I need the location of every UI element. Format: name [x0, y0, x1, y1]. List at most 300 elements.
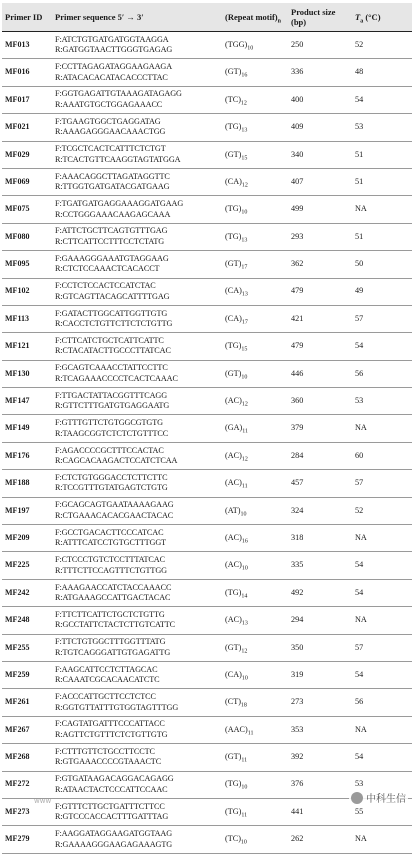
product-size-cell: 379 [288, 415, 352, 442]
reverse-primer: R:TCACTGTTCAAGGTAGTATGGA [55, 154, 181, 164]
annealing-temp-cell: NA [352, 716, 412, 743]
product-size-cell: 293 [288, 223, 352, 250]
primer-id-cell: MF113 [2, 305, 52, 332]
repeat-motif-cell [222, 771, 288, 798]
repeat-motif-cell [222, 278, 288, 305]
reverse-primer: R:CTTCATTCCTTTCCTCTATG [55, 236, 165, 246]
table-row [2, 388, 412, 415]
repeat-count: 10 [241, 209, 248, 216]
forward-primer: F:AAACAGGCTTAGATAGGTTC [55, 171, 170, 181]
primer-id-cell: MF242 [2, 579, 52, 606]
primer-sequence-cell [52, 442, 222, 469]
product-size-cell: 324 [288, 497, 352, 524]
forward-primer: F:TTCTGTGGCTTTGGTTTATG [55, 637, 166, 647]
forward-primer: F:CAGTATGATTTCCCATTACC [55, 719, 165, 729]
product-size-cell: 262 [288, 826, 352, 853]
primer-id-cell: MF255 [2, 634, 52, 661]
primer-id-cell: MF279 [2, 826, 52, 853]
annealing-temp-cell: NA [352, 525, 412, 552]
primer-id-cell: MF029 [2, 141, 52, 168]
primer-id-cell: MF080 [2, 223, 52, 250]
header-ta-label: T [355, 12, 361, 22]
reverse-primer: R:TTTCTTCCAGTTTCTGTTGG [55, 565, 167, 575]
primer-id-cell: MF261 [2, 689, 52, 716]
header-product-size [288, 3, 352, 32]
table-body [2, 32, 412, 854]
product-size-cell: 250 [288, 32, 352, 59]
primer-sequence-cell [52, 251, 222, 278]
annealing-temp-cell: 53 [352, 114, 412, 141]
primer-id-cell: MF095 [2, 251, 52, 278]
repeat-count: 12 [241, 648, 248, 655]
repeat-motif: (AC) [225, 532, 242, 542]
reverse-primer: R:CACCTCTGTTCTTCTCTGTTG [55, 319, 173, 329]
table-row [2, 607, 412, 634]
forward-primer: F:ACCCATTGCTTCCTCTCC [55, 692, 156, 702]
annealing-temp-cell: NA [352, 826, 412, 853]
repeat-motif-cell [222, 661, 288, 688]
header-ta-unit: (°C) [365, 12, 381, 22]
repeat-count: 13 [241, 620, 248, 627]
primer-id-cell: MF102 [2, 278, 52, 305]
repeat-motif-cell [222, 415, 288, 442]
primer-id-cell: MF197 [2, 497, 52, 524]
product-size-cell: 335 [288, 552, 352, 579]
reverse-primer: R:TAAGCGGTCTCTCTGTTTCC [55, 428, 169, 438]
primer-table [2, 3, 412, 854]
repeat-count: 12 [241, 182, 248, 189]
primer-id-cell: MF021 [2, 114, 52, 141]
table-row [2, 716, 412, 743]
primer-sequence-cell [52, 771, 222, 798]
primer-sequence-cell [52, 744, 222, 771]
annealing-temp-cell: 52 [352, 32, 412, 59]
annealing-temp-cell: 48 [352, 59, 412, 86]
annealing-temp-cell: 56 [352, 689, 412, 716]
reverse-primer: R:CAGCACAAGACTCCATCTCAA [55, 456, 178, 466]
reverse-primer: R:GAAAAGGGAAGAGAAAGTG [55, 839, 173, 849]
repeat-count: 11 [241, 812, 248, 819]
table-row [2, 442, 412, 469]
primer-id-cell: MF225 [2, 552, 52, 579]
annealing-temp-cell: 56 [352, 360, 412, 387]
repeat-motif: (TC) [225, 94, 241, 104]
forward-primer: F:GGTGAGATTGTAAAGATAGAGG [55, 89, 182, 99]
primer-id-cell: MF147 [2, 388, 52, 415]
repeat-count: 10 [241, 374, 248, 381]
forward-primer: F:TTGACTATTACGGTTTCAGG [55, 390, 168, 400]
forward-primer: F:AAGGATAGGAAGATGGTAAG [55, 829, 173, 839]
annealing-temp-cell: 57 [352, 634, 412, 661]
repeat-motif: (GT) [225, 642, 242, 652]
forward-primer: F:CTCCCTGTCTCCTTTATCAC [55, 555, 165, 565]
reverse-primer: R:ATTTCATCCTGTGCTTTGGT [55, 538, 167, 548]
source-logo: www [34, 797, 52, 805]
primer-id-cell: MF268 [2, 744, 52, 771]
primer-id-cell: MF121 [2, 333, 52, 360]
reverse-primer: R:GGTGTTATTTGTGGTAGTTTGG [55, 702, 179, 712]
annealing-temp-cell: 54 [352, 552, 412, 579]
forward-primer: F:ATCTGTGATGATGGTAAGGA [55, 34, 169, 44]
repeat-motif-cell [222, 798, 288, 825]
primer-sequence-cell [52, 661, 222, 688]
reverse-primer: R:AAAGAGGGAACAAACTGG [55, 127, 166, 137]
primer-id-cell: MF017 [2, 86, 52, 113]
forward-primer: F:CTTTGTTCTGCCTTCCTC [55, 746, 155, 756]
repeat-motif-cell [222, 86, 288, 113]
forward-primer: F:ATTCTGCTTCAGTGTTTGAG [55, 226, 168, 236]
product-size-cell: 376 [288, 771, 352, 798]
product-size-cell: 284 [288, 442, 352, 469]
repeat-motif: (CT) [225, 697, 241, 707]
product-size-cell: 294 [288, 607, 352, 634]
repeat-motif: (TG) [225, 779, 242, 789]
repeat-motif-cell [222, 634, 288, 661]
product-size-cell: 479 [288, 278, 352, 305]
annealing-temp-cell: 54 [352, 333, 412, 360]
primer-sequence-cell [52, 168, 222, 195]
repeat-motif: (GT) [225, 259, 242, 269]
annealing-temp-cell: 54 [352, 661, 412, 688]
forward-primer: F:CCTTAGAGATAGGAAGAAGA [55, 62, 173, 72]
primer-sequence-cell [52, 415, 222, 442]
product-size-cell: 340 [288, 141, 352, 168]
primer-sequence-cell [52, 223, 222, 250]
forward-primer: F:AAGCATTCCTCTTAGCAC [55, 664, 158, 674]
reverse-primer: R:TGTCAGGGATTGTGAGATTG [55, 647, 171, 657]
repeat-count: 10 [247, 45, 254, 52]
repeat-motif: (AC) [225, 478, 242, 488]
primer-id-cell: MF259 [2, 661, 52, 688]
repeat-motif: (TG) [225, 122, 242, 132]
repeat-motif: (TG) [225, 231, 242, 241]
forward-primer: F:TGATGATGAGGAAAGGATGAAG [55, 199, 184, 209]
repeat-motif: (AC) [225, 396, 242, 406]
primer-id-cell: MF248 [2, 607, 52, 634]
header-primer-sequence: Primer sequence 5′ → 3′ [52, 3, 222, 32]
primer-id-cell: MF188 [2, 470, 52, 497]
reverse-primer: R:GTCAGTTACAGCATTTTGAG [55, 291, 170, 301]
primer-sequence-cell [52, 278, 222, 305]
repeat-motif: (TG) [225, 806, 242, 816]
primer-id-cell: MF267 [2, 716, 52, 743]
repeat-motif: (AAC) [225, 724, 248, 734]
repeat-count: 13 [241, 292, 248, 299]
repeat-motif-cell [222, 333, 288, 360]
forward-primer: F:CCTCTCCACTCCATCTAC [55, 281, 156, 291]
reverse-primer: R:GTTCTTTGATGTGAGGAATG [55, 401, 170, 411]
annealing-temp-cell: NA [352, 607, 412, 634]
repeat-motif-cell [222, 251, 288, 278]
primer-sequence-cell [52, 388, 222, 415]
forward-primer: F:AAAGAACCATCTACCAAACC [55, 582, 172, 592]
product-size-cell: 273 [288, 689, 352, 716]
forward-primer: F:GTTTCTTGCTGATTTCTTCC [55, 801, 165, 811]
header-primer-id: Primer ID [2, 3, 52, 32]
primer-sequence-cell [52, 59, 222, 86]
table-row [2, 525, 412, 552]
repeat-motif-cell [222, 360, 288, 387]
primer-sequence-cell [52, 798, 222, 825]
forward-primer: F:GCAGCAGTGAATAAAAGAAG [55, 500, 174, 510]
forward-primer: F:GCCTGACACTTCCCATCAC [55, 527, 164, 537]
table-row [2, 32, 412, 59]
repeat-count: 11 [241, 483, 248, 490]
primer-table-container [2, 3, 412, 854]
repeat-motif-cell [222, 59, 288, 86]
repeat-motif: (GT) [225, 752, 242, 762]
forward-primer: F:TTCTTCATTCTGCTCTGTTG [55, 609, 165, 619]
primer-sequence-cell [52, 579, 222, 606]
reverse-primer: R:GTCCCACCACTTTGATTTAG [55, 812, 169, 822]
table-header-row [2, 3, 412, 32]
primer-sequence-cell [52, 525, 222, 552]
product-size-cell: 318 [288, 525, 352, 552]
primer-sequence-cell [52, 689, 222, 716]
primer-sequence-cell [52, 470, 222, 497]
product-size-cell: 492 [288, 579, 352, 606]
repeat-motif-cell [222, 525, 288, 552]
header-product-size-unit: (bp) [291, 17, 307, 27]
repeat-motif: (TC) [225, 834, 241, 844]
repeat-motif-cell [222, 470, 288, 497]
primer-id-cell: MF013 [2, 32, 52, 59]
wechat-icon [351, 792, 363, 804]
header-ta-sub: a [360, 18, 364, 25]
primer-sequence-cell [52, 360, 222, 387]
repeat-count: 11 [241, 757, 248, 764]
annealing-temp-cell: 54 [352, 744, 412, 771]
repeat-motif-cell [222, 388, 288, 415]
repeat-motif-cell [222, 305, 288, 332]
forward-primer: F:AGACCCCGCTTTCCACTAC [55, 445, 164, 455]
forward-primer: F:GCAGTCAAACCTATTCCTTC [55, 363, 168, 373]
primer-sequence-cell [52, 141, 222, 168]
table-row [2, 278, 412, 305]
repeat-motif: (GA) [225, 423, 243, 433]
table-row [2, 415, 412, 442]
repeat-count: 11 [247, 730, 254, 737]
forward-primer: F:TCGCTCACTCATTTCTCTGT [55, 144, 166, 154]
primer-sequence-cell [52, 607, 222, 634]
repeat-count: 12 [240, 100, 247, 107]
table-row [2, 470, 412, 497]
repeat-count: 13 [241, 127, 248, 134]
table-row [2, 141, 412, 168]
repeat-motif: (CA) [225, 176, 242, 186]
annealing-temp-cell: 57 [352, 470, 412, 497]
table-row [2, 251, 412, 278]
product-size-cell: 362 [288, 251, 352, 278]
primer-id-cell: MF176 [2, 442, 52, 469]
repeat-motif: (GT) [225, 149, 242, 159]
annealing-temp-cell: 57 [352, 305, 412, 332]
primer-id-cell: MF069 [2, 168, 52, 195]
repeat-count: 15 [241, 346, 248, 353]
primer-id-cell: MF075 [2, 196, 52, 223]
repeat-count: 10 [241, 566, 248, 572]
product-size-cell: 457 [288, 470, 352, 497]
repeat-motif-cell [222, 32, 288, 59]
reverse-primer: R:CTGAAACACACGAACTACAC [55, 510, 174, 520]
primer-sequence-cell [52, 716, 222, 743]
repeat-motif: (GT) [225, 67, 242, 77]
forward-primer: F:GTGATAAGACAGGACAGAGG [55, 774, 174, 784]
repeat-motif-cell [222, 141, 288, 168]
table-row [2, 552, 412, 579]
reverse-primer: R:GTGAAACCCCGTAAACTC [55, 757, 162, 767]
repeat-count: 12 [241, 456, 248, 463]
primer-id-cell: MF273 [2, 798, 52, 825]
product-size-cell: 499 [288, 196, 352, 223]
primer-sequence-cell [52, 86, 222, 113]
watermark [349, 790, 408, 805]
primer-sequence-cell [52, 497, 222, 524]
product-size-cell: 409 [288, 114, 352, 141]
product-size-cell: 446 [288, 360, 352, 387]
primer-sequence-cell [52, 196, 222, 223]
product-size-cell: 421 [288, 305, 352, 332]
table-row [2, 305, 412, 332]
annealing-temp-cell: NA [352, 196, 412, 223]
repeat-motif: (CA) [225, 286, 242, 296]
annealing-temp-cell: 53 [352, 771, 412, 798]
table-row [2, 360, 412, 387]
repeat-count: 14 [241, 593, 248, 600]
primer-sequence-cell [52, 552, 222, 579]
forward-primer: F:CTTCATCTGCTCATTCATTC [55, 335, 164, 345]
repeat-motif: (AC) [225, 615, 242, 625]
table-row [2, 59, 412, 86]
header-repeat-motif-label: (Repeat motif) [225, 12, 278, 22]
product-size-cell: 360 [288, 388, 352, 415]
header-product-size-label: Product size [291, 7, 336, 17]
repeat-motif: (TG) [225, 587, 242, 597]
primer-sequence-cell [52, 305, 222, 332]
product-size-cell: 407 [288, 168, 352, 195]
product-size-cell: 441 [288, 798, 352, 825]
table-row [2, 497, 412, 524]
table-row [2, 196, 412, 223]
repeat-count: 12 [241, 401, 248, 408]
repeat-count: 16 [241, 538, 248, 545]
reverse-primer: R:AAATGTGCTGGAGAAACC [55, 99, 163, 109]
product-size-cell: 350 [288, 634, 352, 661]
annealing-temp-cell: NA [352, 415, 412, 442]
watermark-text: 中科生信 [366, 794, 406, 805]
reverse-primer: R:TCCGTTTGTATGAGTCTGTG [55, 483, 168, 493]
repeat-motif-cell [222, 196, 288, 223]
repeat-motif-cell [222, 744, 288, 771]
repeat-motif: (TG) [225, 341, 242, 351]
primer-sequence-cell [52, 333, 222, 360]
repeat-count: 17 [241, 264, 248, 271]
reverse-primer: R:GCCTATTCTACTCTTGTCATTC [55, 620, 176, 630]
primer-id-cell: MF016 [2, 59, 52, 86]
repeat-count: 15 [241, 155, 248, 162]
primer-sequence-cell [52, 634, 222, 661]
annealing-temp-cell: 51 [352, 223, 412, 250]
repeat-motif-cell [222, 689, 288, 716]
repeat-count: 10 [241, 785, 248, 792]
product-size-cell: 479 [288, 333, 352, 360]
product-size-cell: 400 [288, 86, 352, 113]
repeat-count: 16 [241, 72, 248, 79]
table-row [2, 86, 412, 113]
table-row [2, 826, 412, 853]
table-row [2, 634, 412, 661]
product-size-cell: 392 [288, 744, 352, 771]
primer-sequence-cell [52, 32, 222, 59]
primer-id-cell: MF130 [2, 360, 52, 387]
primer-sequence-cell [52, 826, 222, 853]
forward-primer: F:CTCTGTGGGACCTCTTCTTC [55, 472, 168, 482]
header-repeat-motif-sub: n [277, 18, 281, 25]
repeat-motif: (GT) [225, 368, 242, 378]
forward-primer: F:GAAAGGGAAATGTAGGAAG [55, 253, 169, 263]
reverse-primer: R:ATAACTACTCCCATTCCAAC [55, 784, 168, 794]
repeat-motif-cell [222, 579, 288, 606]
repeat-motif-cell [222, 442, 288, 469]
reverse-primer: R:TCAGAAACCCCTCACTCAAAC [55, 373, 178, 383]
reverse-primer: R:ATACACACATACACCCTTAC [55, 72, 168, 82]
annealing-temp-cell: 51 [352, 141, 412, 168]
table-row [2, 579, 412, 606]
reverse-primer: R:CCTGGGAAACAAGAGCAAA [55, 209, 171, 219]
product-size-cell: 319 [288, 661, 352, 688]
annealing-temp-cell: 60 [352, 442, 412, 469]
table-row [2, 744, 412, 771]
repeat-count: 18 [240, 702, 247, 709]
annealing-temp-cell: 54 [352, 86, 412, 113]
repeat-motif: (AC) [225, 560, 242, 570]
repeat-motif-cell [222, 168, 288, 195]
forward-primer: F:GATACTTGGCATTGGTTGTG [55, 308, 168, 318]
repeat-motif-cell [222, 497, 288, 524]
annealing-temp-cell: 55 [352, 798, 412, 825]
reverse-primer: R:ATGAAAGCCATTGACTACAC [55, 593, 171, 602]
annealing-temp-cell: 54 [352, 579, 412, 606]
product-size-cell: 353 [288, 716, 352, 743]
repeat-count: 13 [241, 237, 248, 244]
table-row [2, 333, 412, 360]
annealing-temp-cell: 49 [352, 278, 412, 305]
primer-id-cell: MF272 [2, 771, 52, 798]
repeat-count: 10 [241, 675, 248, 682]
repeat-motif-cell [222, 826, 288, 853]
repeat-motif: (AC) [225, 450, 242, 460]
reverse-primer: R:CTCTCCAAACTCACACCT [55, 264, 160, 274]
repeat-count: 10 [240, 511, 247, 518]
repeat-motif: (CA) [225, 313, 242, 323]
reverse-primer: R:TTGGTGATGATACGATGAAG [55, 182, 170, 192]
primer-id-cell: MF209 [2, 525, 52, 552]
annealing-temp-cell: 51 [352, 168, 412, 195]
forward-primer: F:TGAAGTGGCTGAGGATAG [55, 116, 161, 126]
product-size-cell: 336 [288, 59, 352, 86]
repeat-count: 10 [240, 839, 247, 846]
repeat-count: 17 [241, 319, 248, 326]
table-row [2, 114, 412, 141]
reverse-primer: R:AGTTCTGTTTCTCTGTTGTG [55, 729, 168, 739]
repeat-motif: (TGG) [225, 39, 248, 49]
table-row [2, 689, 412, 716]
annealing-temp-cell: 53 [352, 388, 412, 415]
primer-sequence-cell [52, 114, 222, 141]
reverse-primer: R:GATGGTAACTTGGGTGAGAG [55, 45, 173, 55]
table-row [2, 223, 412, 250]
repeat-motif-cell [222, 114, 288, 141]
